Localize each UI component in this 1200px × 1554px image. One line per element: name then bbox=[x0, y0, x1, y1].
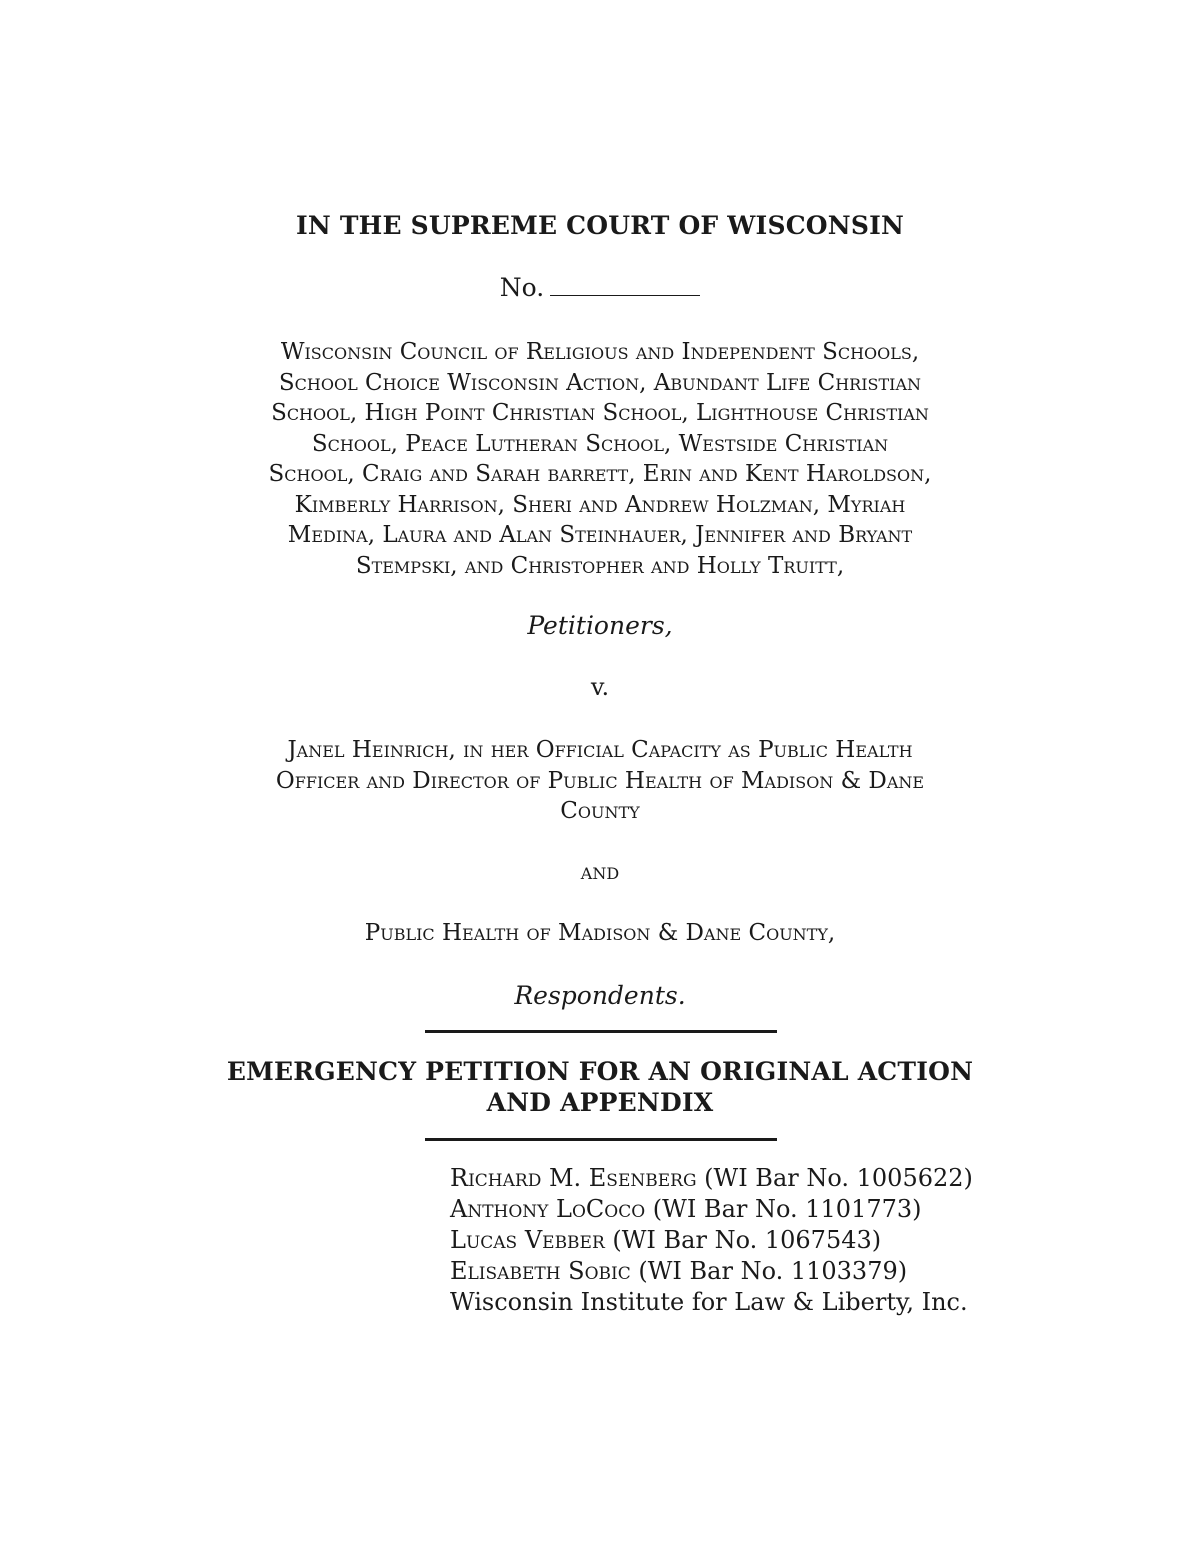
docket-label: No. bbox=[499, 273, 545, 302]
counsel-entry bbox=[450, 1256, 1050, 1287]
petitioners-label: Petitioners, bbox=[527, 611, 673, 640]
docket-number bbox=[150, 273, 1050, 302]
party-line: School, High Point Christian School, Lighthouse Christian bbox=[271, 400, 929, 426]
title-rule-bottom bbox=[425, 1138, 777, 1141]
party-line: Stempski, and Christopher and Holly Truitt, bbox=[355, 552, 845, 579]
court-heading: IN THE SUPREME COURT OF WISCONSIN bbox=[295, 211, 905, 240]
party-line: School Choice Wisconsin Action, Abundant Life Christian bbox=[278, 369, 922, 396]
counsel-entry bbox=[450, 1194, 1050, 1225]
counsel-entry bbox=[450, 1225, 1050, 1256]
and-label: and bbox=[580, 859, 620, 885]
respondent-line: Officer and Director of Public Health of Madison & Dane bbox=[275, 767, 925, 794]
counsel-name: Elisabeth Sobic bbox=[450, 1257, 631, 1285]
petitioners-parties bbox=[190, 337, 1010, 581]
counsel-name: Anthony LoCoco bbox=[450, 1195, 646, 1223]
respondent-2: Public Health of Madison & Dane County, bbox=[364, 920, 836, 946]
counsel-entry bbox=[450, 1163, 1050, 1194]
counsel-bar: (WI Bar No. 1103379) bbox=[630, 1257, 908, 1285]
counsel-name: Lucas Vebber bbox=[450, 1226, 605, 1254]
party-line: School, Craig and Sarah barrett, Erin and Kent Haroldson, bbox=[268, 461, 932, 487]
counsel-bar: (WI Bar No. 1067543) bbox=[604, 1226, 882, 1254]
document-title bbox=[150, 1056, 1050, 1118]
respondent-line: County bbox=[560, 798, 640, 824]
docket-blank-line bbox=[550, 273, 700, 296]
title-line: AND APPENDIX bbox=[486, 1088, 714, 1117]
respondents-label: Respondents. bbox=[514, 981, 686, 1010]
party-line: Medina, Laura and Alan Steinhauer, Jennifer and Bryant bbox=[287, 522, 913, 548]
title-line: EMERGENCY PETITION FOR AN ORIGINAL ACTION bbox=[226, 1057, 974, 1086]
counsel-bar: (WI Bar No. 1101773) bbox=[645, 1195, 922, 1223]
title-rule-top bbox=[425, 1030, 777, 1033]
respondent-1 bbox=[200, 735, 1000, 827]
respondent-line: Janel Heinrich, in her Official Capacity as Public Health bbox=[287, 737, 913, 763]
party-line: Kimberly Harrison, Sheri and Andrew Holzman, Myriah bbox=[294, 491, 906, 518]
counsel-block bbox=[450, 1163, 1050, 1318]
counsel-name: Richard M. Esenberg bbox=[450, 1164, 697, 1192]
party-line: Wisconsin Council of Religious and Independent Schools, bbox=[280, 339, 920, 365]
party-line: School, Peace Lutheran School, Westside Christian bbox=[311, 430, 889, 457]
versus-label: v. bbox=[590, 673, 610, 701]
firm-name: Wisconsin Institute for Law & Liberty, Inc. bbox=[450, 1288, 968, 1316]
counsel-bar: (WI Bar No. 1005622) bbox=[696, 1164, 973, 1192]
